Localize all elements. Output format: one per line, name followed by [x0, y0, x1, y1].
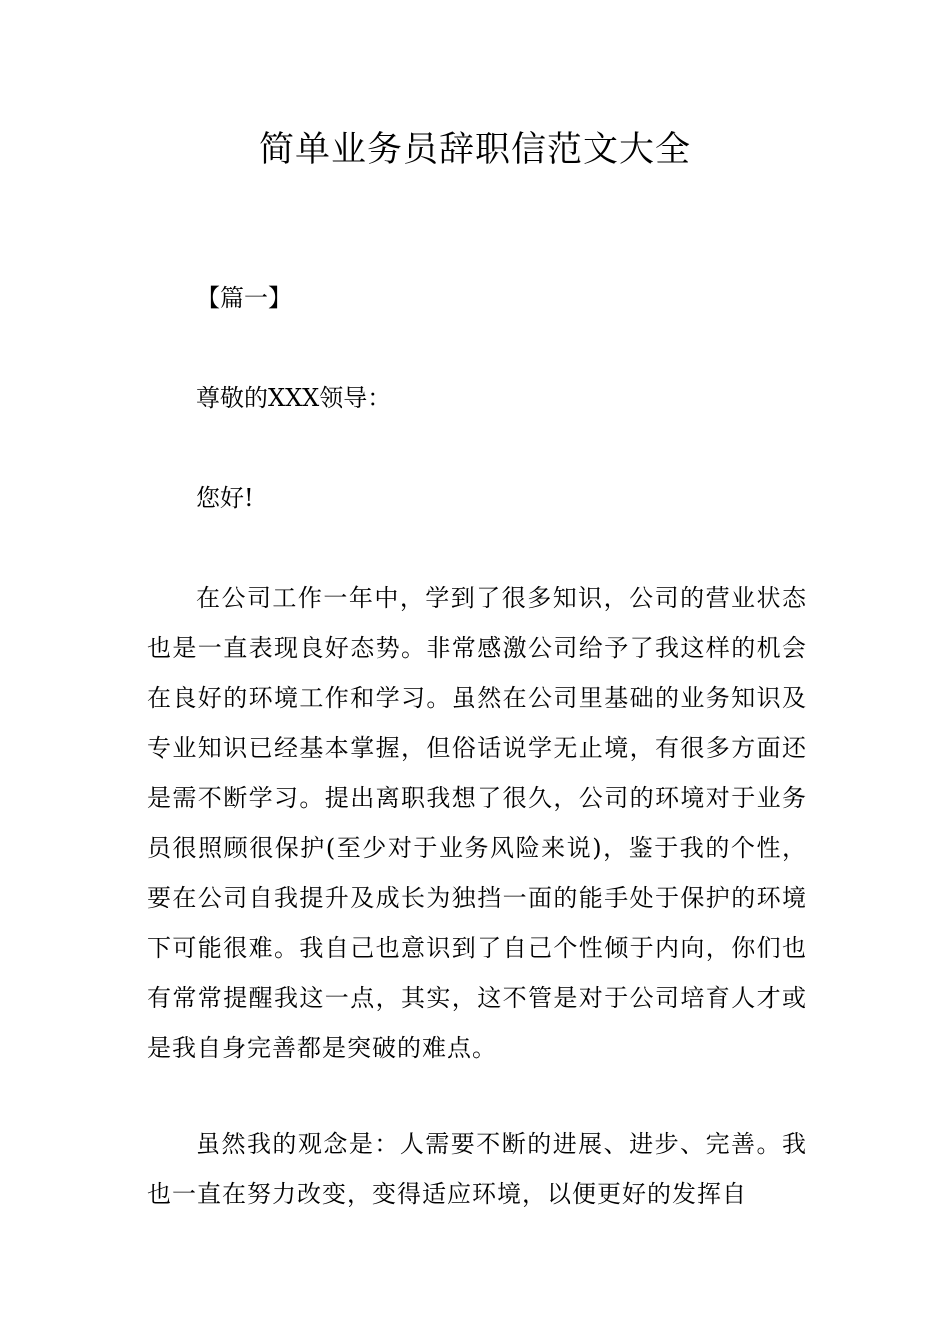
document-title: 简单业务员辞职信范文大全 — [258, 130, 691, 170]
salutation: 尊敬的XXX领导： — [196, 384, 392, 412]
body-paragraph: 虽然我的观念是：人需要不断的进展、进步、完善。我也一直在努力改变，变得适应环境，以便更好的发挥自 — [147, 1130, 807, 1208]
greeting: 您好! — [196, 484, 254, 512]
section-label: 【篇一】 — [196, 284, 292, 312]
body-paragraph: 在公司工作一年中，学到了很多知识，公司的营业状态也是一直表现良好态势。非常感激公司给予了我这样的机会在良好的环境工作和学习。虽然在公司里基础的业务知识及专业知识已经基本掌握，但俗话说学无止境，有很多方面还是需不断学习。提出离职我想了很久，公司的环境对于业务员很照顾很保护(至少对于业务风险来说)，鉴于我的个性，要在公司自我提升及成长为独挡一面的能手处于保护的环境下可能很难。我自己也意识到了自己个性倾于内向，你们也有常常提醒我这一点，其实，这不管是对于公司培育人才或是我自身完善都是突破的难点。 — [147, 584, 807, 1062]
